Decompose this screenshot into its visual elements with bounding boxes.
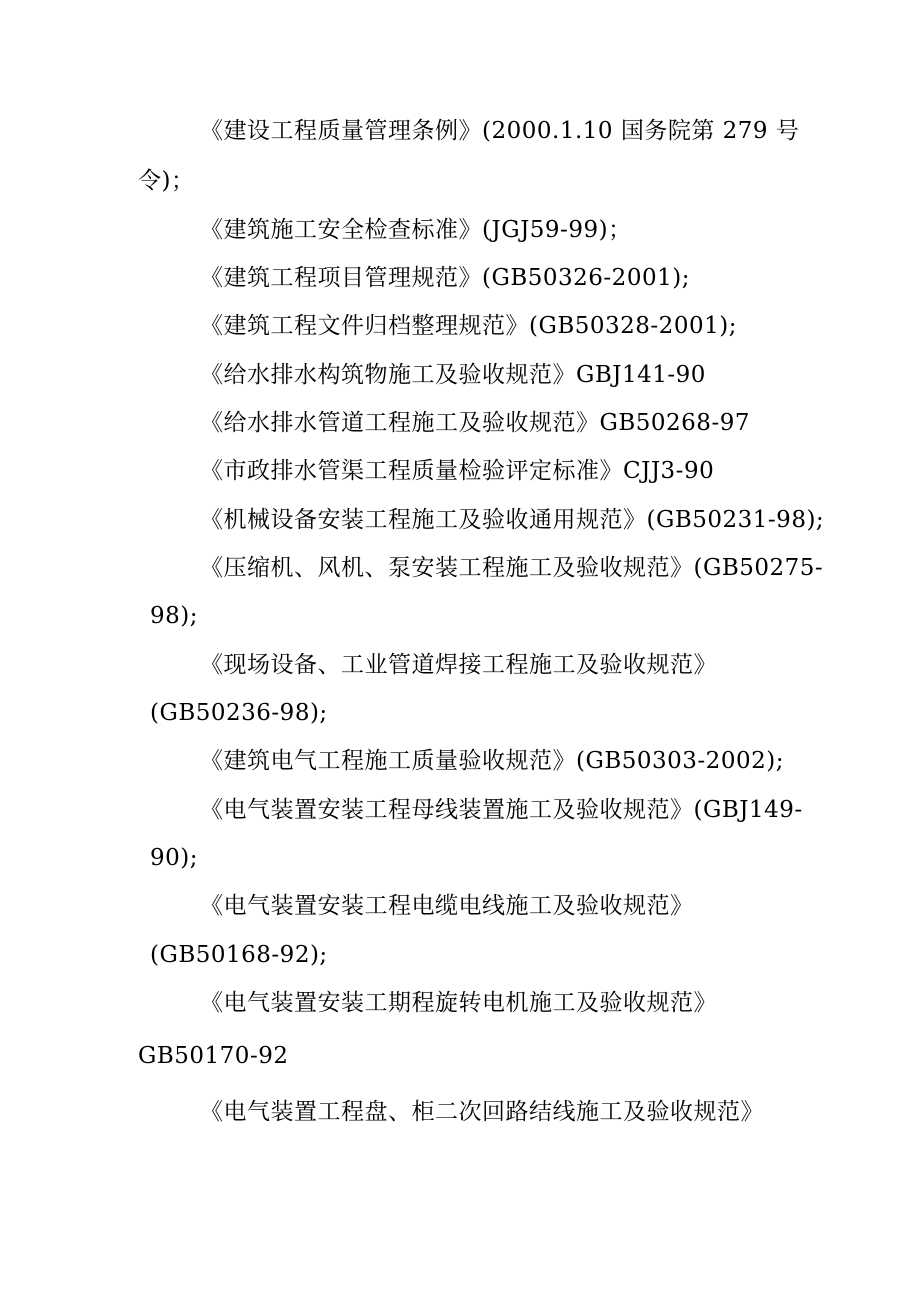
regulation-line: 《给水排水管道工程施工及验收规范》GB50268-97 [200, 410, 750, 436]
regulation-line: 《电气装置工程盘、柜二次回路结线施工及验收规范》 [200, 1099, 764, 1125]
regulation-line: 《建筑电气工程施工质量验收规范》(GB50303-2002); [200, 748, 784, 774]
regulation-line: 《建筑施工安全检查标准》(JGJ59-99)； [200, 217, 632, 243]
regulation-line: 《压缩机、风机、泵安装工程施工及验收规范》(GB50275- [200, 555, 824, 581]
regulation-line-continuation: 98); [150, 603, 198, 629]
regulation-line: 《建筑工程项目管理规范》(GB50326-2001); [200, 265, 690, 291]
regulation-line: 《建设工程质量管理条例》(2000.1.10 国务院第 279 号 [200, 118, 800, 144]
regulation-line: 《电气装置安装工程母线装置施工及验收规范》(GBJ149- [200, 797, 803, 823]
regulation-line-continuation: (GB50236-98); [150, 700, 328, 726]
regulation-line-continuation: GB50170-92 [138, 1043, 289, 1069]
regulation-line-continuation: 90); [150, 845, 198, 871]
regulation-line: 《电气装置安装工程电缆电线施工及验收规范》 [200, 893, 694, 919]
regulation-line: 《给水排水构筑物施工及验收规范》GBJ141-90 [200, 362, 706, 388]
regulation-line: 《电气装置安装工期程旋转电机施工及验收规范》 [200, 990, 717, 1016]
regulation-line: 《建筑工程文件归档整理规范》(GB50328-2001); [200, 313, 737, 339]
regulation-line: 《机械设备安装工程施工及验收通用规范》(GB50231-98); [200, 507, 825, 533]
regulation-line-continuation: 令)； [138, 168, 195, 194]
regulation-line: 《现场设备、工业管道焊接工程施工及验收规范》 [200, 652, 717, 678]
regulation-line: 《市政排水管渠工程质量检验评定标准》CJJ3-90 [200, 458, 715, 484]
regulation-line-continuation: (GB50168-92); [150, 942, 328, 968]
